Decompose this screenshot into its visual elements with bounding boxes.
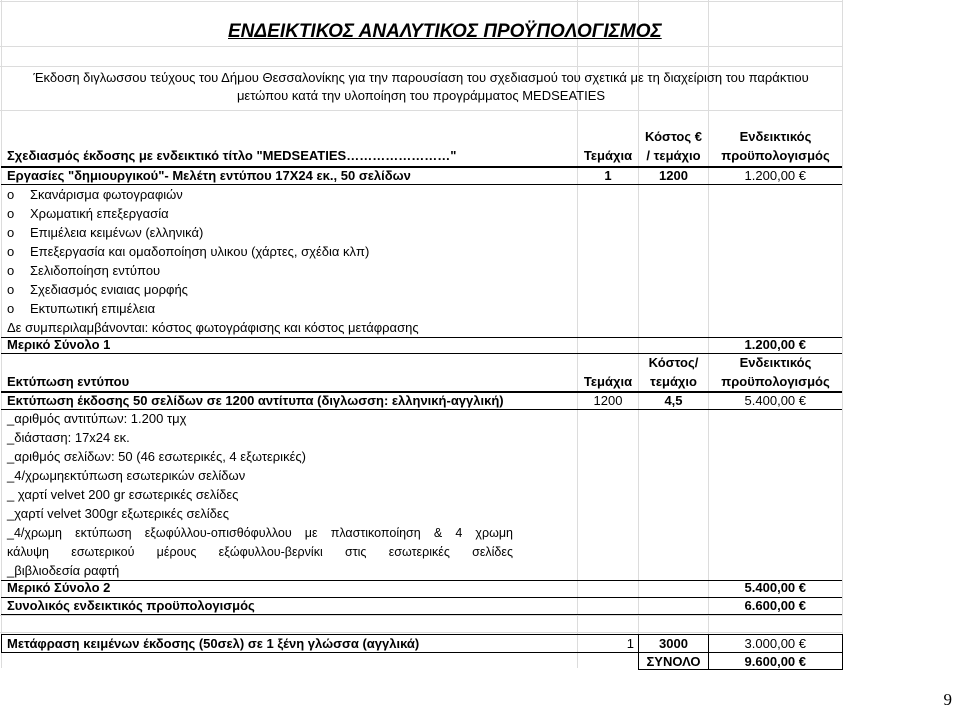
grand-total-label: Συνολικός ενδεικτικός προϋπολογισμός [7,598,255,613]
task-item: Χρωματική επεξεργασία [30,206,169,221]
grid-line [0,615,842,616]
final-total-value: 9.600,00 € [744,654,806,669]
item-label: Εκτύπωση έκδοσης 50 σελίδων σε 1200 αντίτυπα (διγλωσση: ελληνική-αγγλική) [7,393,504,408]
grid-line [0,66,842,67]
grand-total-value: 6.600,00 € [744,598,806,613]
border-line [1,634,842,635]
spec-line: κάλυψη εσωτερικού μέρους εξώφυλλου-βερνίκι στις εσωτερικές σελίδες [7,545,513,559]
grid-line [0,46,842,47]
task-item: Σκανάρισμα φωτογραφιών [30,187,183,202]
subtotal-label: Μερικό Σύνολο 1 [7,337,111,352]
column-header-qty: Τεμάχια [583,374,633,389]
border-line [842,634,843,670]
spec-line: _αριθμός σελίδων: 50 (46 εσωτερικές, 4 εξωτερικές) [7,449,306,464]
item-qty: 1200 [593,393,623,408]
border-line [1,614,842,615]
border-line [1,409,842,410]
note: Δε συμπεριλαμβάνονται: κόστος φωτογράφισης και κόστος μετάφρασης [7,320,419,335]
column-header-cost: Κόστος/ [648,355,699,370]
grid-line [0,110,842,111]
subtotal-value: 1.200,00 € [744,337,806,352]
column-header-cost: τεμάχιο [650,374,697,389]
item-total: 5.400,00 € [744,393,806,408]
column-header-budget: προϋπολογισμός [721,374,830,389]
task-item: Σχεδιασμός ενιαιας μορφής [30,282,188,297]
translation-total: 3.000,00 € [744,636,806,651]
translation-qty: 1 [626,636,634,651]
translation-cost: 3000 [659,636,688,651]
intro-line: μετώπου κατά την υλοποίηση του προγράμματος MEDSEATIES [236,88,606,103]
page-title: ΕΝΔΕΙΚΤΙΚΟΣ ΑΝΑΛΥΤΙΚΟΣ ΠΡΟΫΠΟΛΟΓΙΣΜΟΣ [228,21,662,42]
bullet: o [7,225,15,240]
bullet: o [7,187,15,202]
column-header-budget: Ενδεικτικός [739,355,812,370]
spec-line: _4/χρωμηεκτύπωση εσωτερικών σελίδων [7,468,246,483]
border-line [638,669,843,670]
translation-label: Μετάφραση κειμένων έκδοσης (50σελ) σε 1 ξένη γλώσσα (αγγλικά) [7,636,420,651]
grid-line [0,1,842,2]
task-item: Επεξεργασία και ομαδοποίηση υλικου (χάρτες, σχέδια κλπ) [30,244,370,259]
spec-line: _4/χρωμη εκτύπωση εξωφύλλου-οπισθόφυλλου με πλαστικοποίηση & 4 χρωμη [7,526,513,540]
bullet: o [7,206,15,221]
item-cost: 4,5 [664,393,683,408]
spec-line: _χαρτί velvet 300gr εξωτερικές σελίδες [7,506,229,521]
bullet: o [7,301,15,316]
column-header-qty: Τεμάχια [583,148,633,163]
bullet: o [7,282,15,297]
item-cost: 1200 [659,168,688,183]
item-label: Εργασίες "δημιουργικού"- Μελέτη εντύπου 17Χ24 εκ., 50 σελίδων [7,168,411,183]
section-heading: Σχεδιασμός έκδοσης με ενδεικτικό τίτλο "MEDSEATIES……………………" [7,148,457,163]
column-header-budget: προϋπολογισμός [721,148,830,163]
border-line [1,634,2,653]
bullet: o [7,244,15,259]
spec-line: _αριθμός αντιτύπων: 1.200 τμχ [7,411,187,426]
subtotal-label: Μερικό Σύνολο 2 [7,580,111,595]
column-header-budget: Ενδεικτικός [739,129,812,144]
task-item: Εκτυπωτική επιμέλεια [30,301,156,316]
section-heading: Εκτύπωση εντύπου [7,374,130,389]
grid-line [0,632,842,633]
border-line [1,652,842,653]
spec-line: _ χαρτί velvet 200 gr εσωτερικές σελίδες [7,487,239,502]
intro-line: Έκδοση διγλωσσου τεύχους του Δήμου Θεσσαλονίκης για την παρουσίαση του σχεδιασμού του σχετικά με τη διαχείριση του παράκτιου [33,70,809,85]
column-header-cost: Κόστος € [645,129,702,144]
item-total: 1.200,00 € [744,168,806,183]
column-header-cost: / τεμάχιο [646,148,701,163]
item-qty: 1 [604,168,612,183]
border-line [1,353,842,354]
final-total-label: ΣΥΝΟΛΟ [646,654,701,669]
spec-line: _βιβλιοδεσία ραφτή [7,563,120,578]
grid-line [842,0,843,668]
task-item: Επιμέλεια κειμένων (ελληνικά) [30,225,204,240]
subtotal-value: 5.400,00 € [744,580,806,595]
task-item: Σελιδοποίηση εντύπου [30,263,161,278]
bullet: o [7,263,15,278]
page-number: 9 [943,690,952,709]
spec-line: _διάσταση: 17x24 εκ. [7,430,130,445]
border-line [1,184,842,185]
